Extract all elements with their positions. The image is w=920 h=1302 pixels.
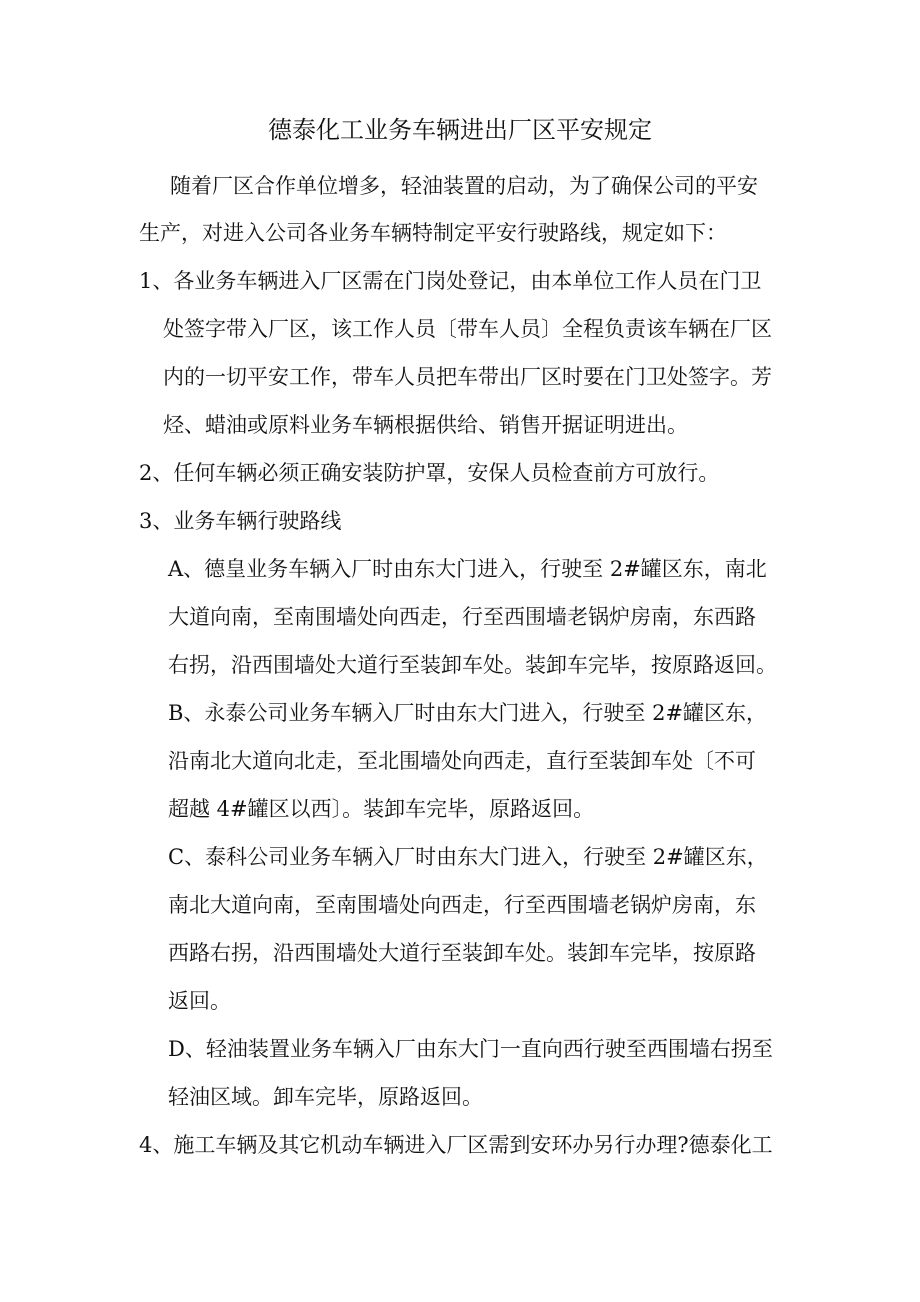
document-title: 德泰化工业务车辆进出厂区平安规定 bbox=[268, 116, 652, 144]
intro-line-1: 随着厂区合作单位增多，轻油装置的启动，为了确保公司的平安 bbox=[170, 174, 758, 198]
item1-line-4: 烃、蜡油或原料业务车辆根据供给、销售开据证明进出。 bbox=[163, 413, 688, 437]
item1-line-3: 内的一切平安工作，带车人员把车带出厂区时要在门卫处签字。芳 bbox=[163, 365, 772, 389]
item3-heading: 3、业务车辆行驶路线 bbox=[139, 509, 342, 533]
route-c-line-2: 南北大道向南，至南围墙处向西走，行至西围墙老锅炉房南，东 bbox=[168, 893, 756, 917]
route-d-line-2: 轻油区域。卸车完毕，原路返回。 bbox=[168, 1085, 483, 1109]
route-a-line-1: A、德皇业务车辆入厂时由东大门进入，行驶至 2#罐区东，南北 bbox=[168, 557, 767, 581]
intro-line-2: 生产，对进入公司各业务车辆特制定平安行驶路线，规定如下： bbox=[139, 221, 727, 245]
route-c-line-1: C、泰科公司业务车辆入厂时由东大门进入，行驶至 2#罐区东， bbox=[168, 845, 768, 869]
route-c-line-4: 返回。 bbox=[168, 989, 231, 1013]
route-b-line-1: B、永泰公司业务车辆入厂时由东大门进入，行驶至 2#罐区东， bbox=[168, 701, 768, 725]
route-b-line-2: 沿南北大道向北走，至北围墙处向西走，直行至装卸车处〔不可 bbox=[168, 749, 756, 773]
route-d-line-1: D、轻油装置业务车辆入厂由东大门一直向西行驶至西围墙右拐至 bbox=[168, 1037, 773, 1061]
route-c-line-3: 西路右拐，沿西围墙处大道行至装卸车处。装卸车完毕，按原路 bbox=[168, 941, 756, 965]
item4-line-1: 4、施工车辆及其它机动车辆进入厂区需到安环办另行办理?德泰化工 bbox=[139, 1133, 773, 1157]
item1-line-1: 1、各业务车辆进入厂区需在门岗处登记，由本单位工作人员在门卫 bbox=[139, 269, 762, 293]
route-a-line-3: 右拐，沿西围墙处大道行至装卸车处。装卸车完毕，按原路返回。 bbox=[168, 653, 777, 677]
route-a-line-2: 大道向南，至南围墙处向西走，行至西围墙老锅炉房南，东西路 bbox=[168, 605, 756, 629]
item1-line-2: 处签字带入厂区，该工作人员〔带车人员〕全程负责该车辆在厂区 bbox=[163, 317, 772, 341]
route-b-line-3: 超越 4#罐区以西〕。装卸车完毕，原路返回。 bbox=[168, 797, 595, 821]
item2-line-1: 2、任何车辆必须正确安装防护罩，安保人员检查前方可放行。 bbox=[139, 461, 720, 485]
